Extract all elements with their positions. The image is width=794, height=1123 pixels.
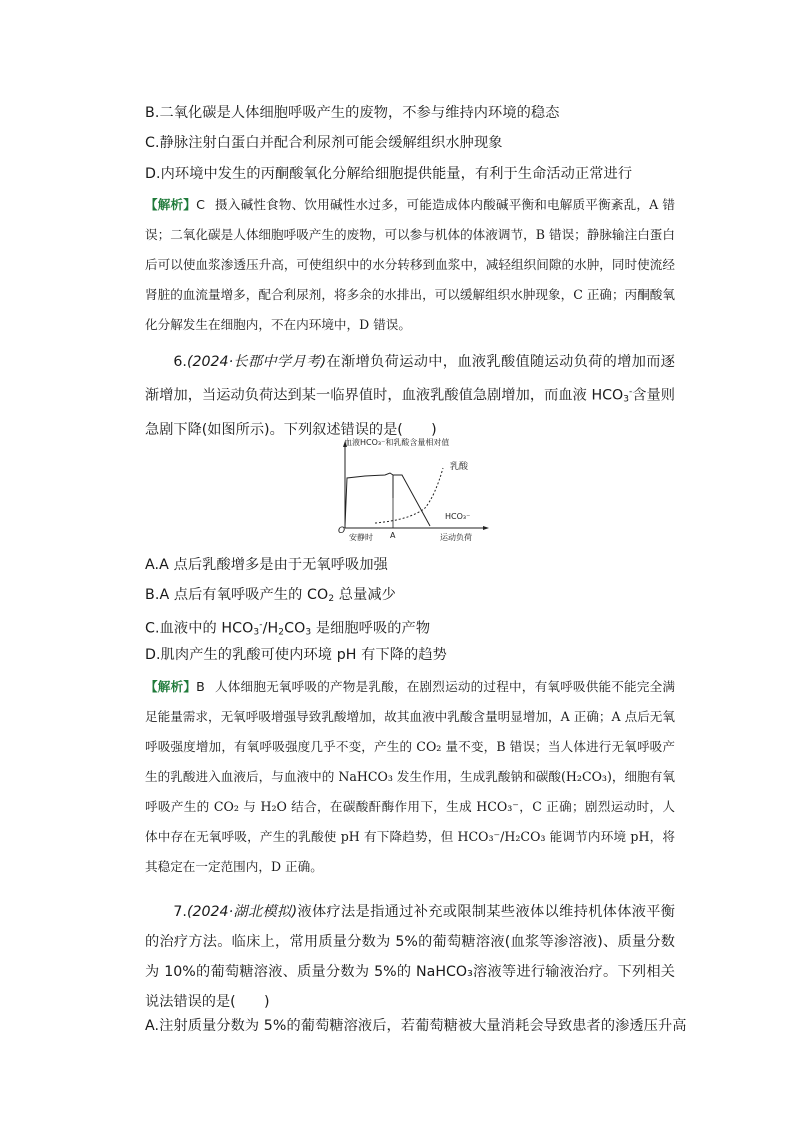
q6-stem — [145, 347, 675, 445]
q7-option-a: A.注射质量分数为 5%的葡萄糖溶液后，若葡萄糖被大量消耗会导致患者的渗透压升高 — [145, 1018, 687, 1034]
q5-option-c: C.静脉注射白蛋白并配合利尿剂可能会缓解组织水肿现象 — [145, 135, 503, 151]
option-b-sub: 2 — [328, 594, 335, 604]
question-stem-text: 液体疗法是指通过补充或限制某些液体以维持机体体液平衡的治疗方法。临床上，常用质量分数为 5%的葡萄糖溶液(血浆等渗溶液)、质量分数为 10%的葡萄糖溶液、质量分数为 5%的 NaHCO₃溶液等进行输液治疗。下列相关说法错误的是( ) — [145, 904, 675, 1010]
hco3-curve — [393, 475, 430, 526]
analysis-answer: C — [196, 197, 205, 212]
question-number: 7. — [173, 904, 187, 920]
hco3-label: HCO₃⁻ — [445, 512, 471, 521]
q5-analysis — [145, 190, 675, 340]
question-source: (2024·湖北模拟) — [186, 904, 298, 920]
option-c-sub-b: 2 — [278, 627, 285, 638]
analysis-label: 【解析】 — [145, 197, 197, 212]
option-b-tail: 总量减少 — [334, 587, 396, 603]
analysis-text: 人体细胞无氧呼吸的产物是乳酸，在剧烈运动的过程中，有氧呼吸供能不能完全满足能量需求，无氧呼吸增强导致乳酸增加，故其血液中乳酸含量明显增加，A 正确；A 点后无氧呼吸强度增加，有氧呼吸强度几乎不变，产生的 CO₂ 量不变，B 错误；当人体进行无氧呼吸产生的乳酸进入血液后，与血液中的 NaHCO₃ 发生作用，生成乳酸钠和碳酸(H₂CO₃)，细胞有氧呼吸产生的 CO₂ 与 H₂O 结合，在碳酸酐酶作用下，生成 HCO₃⁻，C 正确；剧烈运动时，人体中存在无氧呼吸，产生的乳酸使 pH 有下降趋势，但 HCO₃⁻/H₂CO₃ 能调节内环境 pH，将其稳定在一定范围内，D 正确。 — [145, 679, 676, 874]
lactate-curve — [375, 468, 443, 523]
origin-label: O — [338, 526, 346, 536]
stem-subscript: 3 — [623, 394, 629, 405]
option-b-text: B.A 点后有氧呼吸产生的 CO — [145, 587, 329, 603]
q6-option-c — [145, 615, 430, 643]
q7-stem — [145, 897, 675, 1017]
rest-tick-label: 安静时 — [349, 533, 373, 542]
option-c-tail: 是细胞呼吸的产物 — [311, 620, 431, 637]
x-axis-arrow — [483, 526, 489, 530]
question-stem-text: 在渐增负荷运动中，血液乳酸值随运动负荷的增加而逐渐增加，当运动负荷达到某一临界值时，血液乳酸值急剧增加，而血液 HCO — [145, 354, 675, 404]
lactate-hco3-figure — [335, 438, 495, 543]
analysis-answer: B — [196, 679, 205, 694]
analysis-text: 摄入碱性食物、饮用碱性水过多，可能造成体内酸碱平衡和电解质平衡紊乱，A 错误；二氧化碳是人体细胞呼吸产生的废物，可以参与机体的体液调节，B 错误；静脉输注白蛋白后可以使血浆渗透压升高，可使组织中的水分转移到血浆中，减轻组织间隙的水肿，同时使流经肾脏的血流量增多，配合利尿剂，将多余的水排出，可以缓解组织水肿现象，C 正确；丙酮酸氧化分解发生在细胞内，不在内环境中，D 错误。 — [145, 197, 675, 332]
question-stem-tail: 含量则急剧下降(如图所示)。下列叙述错误的是( ) — [145, 387, 675, 438]
figure-ylabel: 血液HCO₃⁻和乳酸含量相对值 — [344, 438, 450, 447]
q5-option-d: D.内环境中发生的丙酮酸氧化分解给细胞提供能量，有利于生命活动正常进行 — [145, 166, 633, 182]
option-c-mid: /H — [262, 620, 279, 637]
question-source: (2024·长郡中学月考) — [186, 354, 327, 370]
lactate-label: 乳酸 — [450, 462, 469, 472]
a-tick-label: A — [390, 531, 396, 540]
option-c-co: CO — [284, 620, 306, 637]
q6-option-b — [145, 585, 396, 609]
analysis-label: 【解析】 — [145, 679, 197, 694]
q6-option-d: D.肌肉产生的乳酸可使内环境 pH 有下降的趋势 — [145, 647, 447, 663]
option-c-text: C.血液中的 HCO — [145, 620, 254, 637]
option-c-sub-c: 3 — [305, 627, 312, 638]
option-c-sub-a: 3 — [253, 627, 260, 638]
option-c-sup: - — [259, 620, 263, 630]
question-number: 6. — [173, 354, 187, 370]
q6-option-a: A.A 点后乳酸增多是由于无氧呼吸加强 — [145, 557, 388, 573]
q5-option-b: B.二氧化碳是人体细胞呼吸产生的废物，不参与维持内环境的稳态 — [145, 105, 560, 121]
hco3-rest-curve — [345, 473, 393, 526]
figure-xlabel: 运动负荷 — [440, 533, 472, 542]
stem-superscript: - — [628, 387, 633, 397]
q6-analysis — [145, 672, 675, 882]
